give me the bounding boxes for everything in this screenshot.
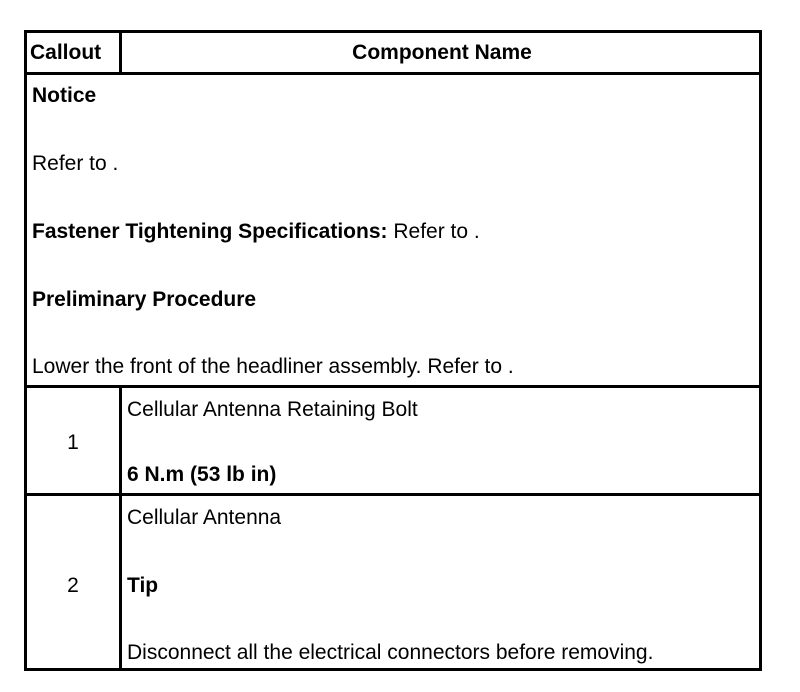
header-component-name: Component Name bbox=[352, 41, 532, 64]
row-rule bbox=[27, 493, 759, 496]
tip-text: Disconnect all the electrical connectors before removing. bbox=[127, 641, 654, 664]
preliminary-text: Lower the front of the headliner assembly. Refer to . bbox=[32, 355, 514, 378]
notes-rule bbox=[27, 385, 759, 388]
row-callout: 1 bbox=[67, 431, 79, 454]
callout-divider bbox=[119, 385, 122, 671]
notice-title: Notice bbox=[32, 84, 97, 107]
row-torque-spec: 6 N.m (53 lb in) bbox=[127, 463, 277, 486]
row-component-name: Cellular Antenna Retaining Bolt bbox=[127, 398, 418, 421]
header-rule bbox=[27, 72, 759, 75]
fastener-spec-text: Refer to . bbox=[387, 220, 480, 243]
row-callout: 2 bbox=[67, 574, 79, 597]
fastener-spec bbox=[32, 220, 480, 244]
fastener-spec-label: Fastener Tightening Specifications: bbox=[32, 220, 388, 243]
tip-title: Tip bbox=[127, 574, 159, 597]
component-table bbox=[24, 30, 762, 671]
preliminary-title: Preliminary Procedure bbox=[32, 288, 257, 311]
row-component-name: Cellular Antenna bbox=[127, 506, 282, 529]
notice-text: Refer to . bbox=[32, 152, 119, 175]
header-callout: Callout bbox=[30, 41, 102, 64]
